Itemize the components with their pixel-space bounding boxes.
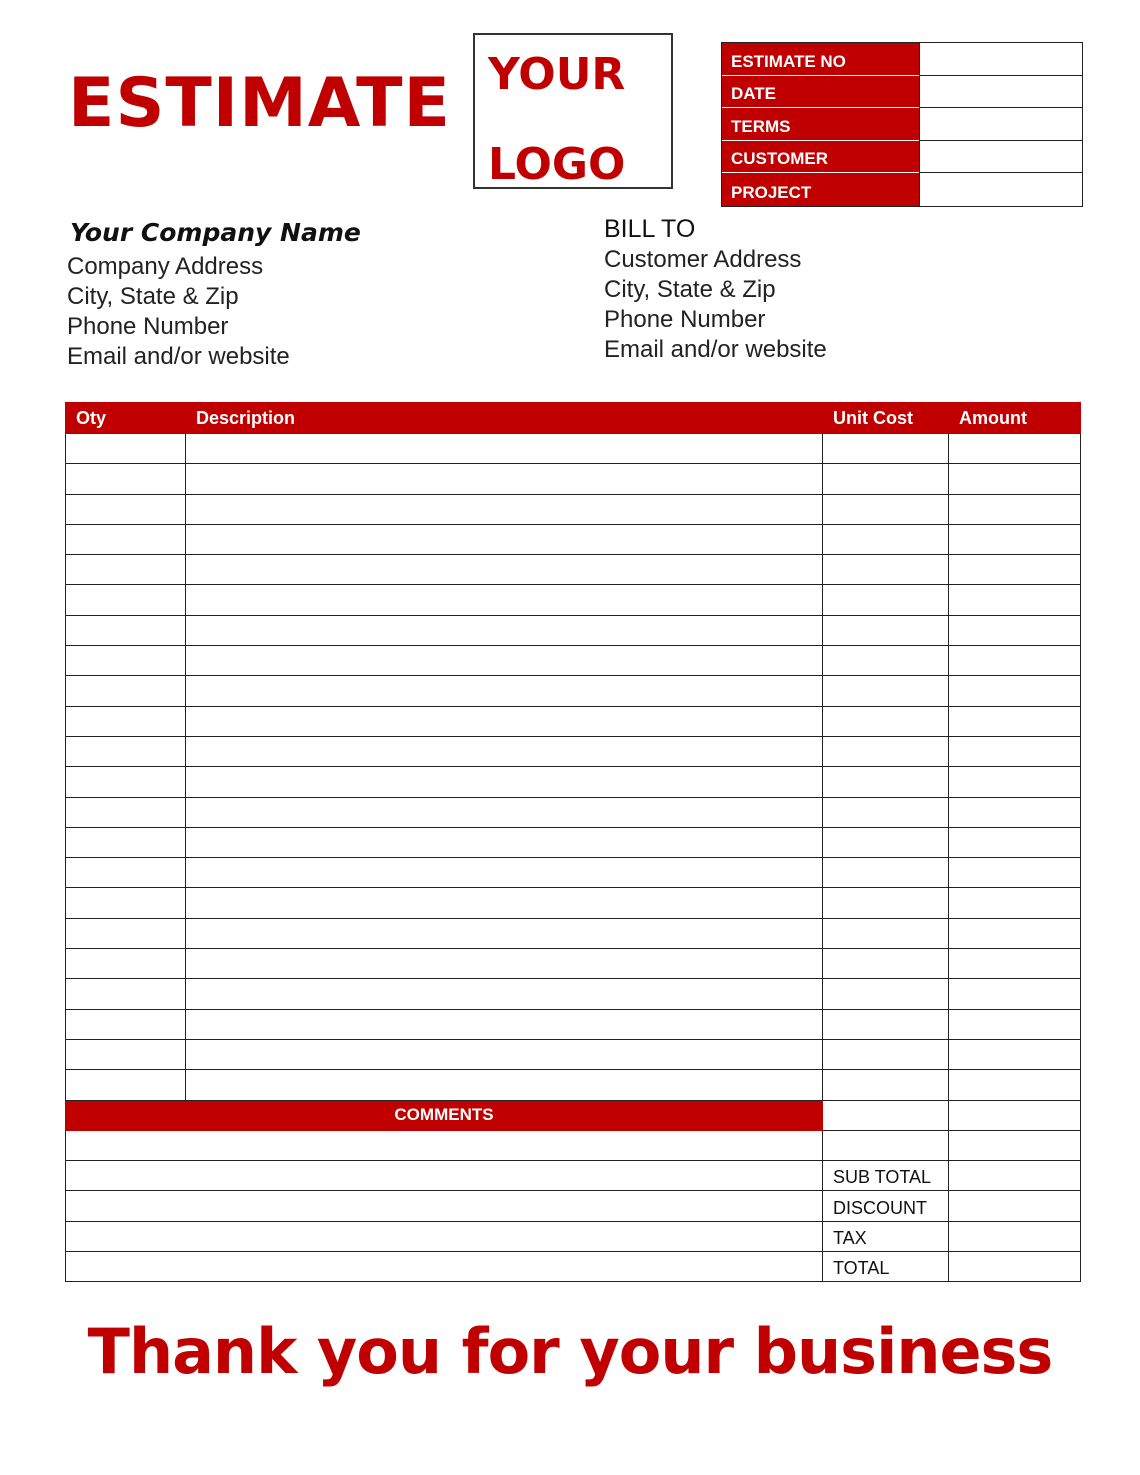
description-cell[interactable] bbox=[186, 827, 823, 857]
comments-line[interactable] bbox=[66, 1252, 823, 1282]
description-cell[interactable] bbox=[186, 1070, 823, 1100]
qty-cell[interactable] bbox=[66, 918, 186, 948]
company-phone: Phone Number bbox=[67, 313, 229, 340]
description-cell[interactable] bbox=[186, 888, 823, 918]
qty-cell[interactable] bbox=[66, 676, 186, 706]
description-header: Description bbox=[186, 403, 823, 434]
qty-cell[interactable] bbox=[66, 949, 186, 979]
qty-header: Oty bbox=[66, 403, 186, 434]
tax-value[interactable] bbox=[949, 1221, 1081, 1251]
qty-cell[interactable] bbox=[66, 615, 186, 645]
description-cell[interactable] bbox=[186, 918, 823, 948]
company-name: Your Company Name bbox=[70, 218, 361, 247]
date-field[interactable] bbox=[919, 76, 1082, 109]
logo-text-line2: LOGO bbox=[488, 139, 626, 190]
amount-cell[interactable] bbox=[949, 585, 1081, 615]
table-row bbox=[66, 555, 1081, 585]
unit-cost-cell[interactable] bbox=[823, 797, 949, 827]
unit-cost-cell[interactable] bbox=[823, 736, 949, 766]
amount-cell[interactable] bbox=[949, 1100, 1081, 1130]
qty-cell[interactable] bbox=[66, 494, 186, 524]
amount-cell[interactable] bbox=[949, 858, 1081, 888]
description-cell[interactable] bbox=[186, 524, 823, 554]
discount-row bbox=[66, 1191, 1081, 1221]
amount-cell[interactable] bbox=[949, 706, 1081, 736]
discount-value[interactable] bbox=[949, 1191, 1081, 1221]
table-row bbox=[66, 949, 1081, 979]
qty-cell[interactable] bbox=[66, 646, 186, 676]
description-cell[interactable] bbox=[186, 494, 823, 524]
unit-cost-cell[interactable] bbox=[823, 949, 949, 979]
bill-to-address-block bbox=[604, 245, 827, 365]
qty-cell[interactable] bbox=[66, 827, 186, 857]
terms-label: TERMS bbox=[722, 108, 919, 141]
comments-line[interactable] bbox=[66, 1161, 823, 1191]
table-row bbox=[66, 979, 1081, 1009]
description-cell[interactable] bbox=[186, 706, 823, 736]
amount-cell[interactable] bbox=[949, 1130, 1081, 1160]
total-value[interactable] bbox=[949, 1252, 1081, 1282]
terms-field[interactable] bbox=[919, 108, 1082, 141]
document-title: ESTIMATE bbox=[68, 64, 451, 143]
comments-header: COMMENTS bbox=[66, 1100, 823, 1130]
description-cell[interactable] bbox=[186, 858, 823, 888]
company-address: Company Address bbox=[67, 253, 264, 280]
customer-address: Customer Address bbox=[604, 246, 802, 273]
unit-cost-cell[interactable] bbox=[823, 676, 949, 706]
amount-cell[interactable] bbox=[949, 1009, 1081, 1039]
table-row bbox=[66, 646, 1081, 676]
comments-line[interactable] bbox=[66, 1191, 823, 1221]
amount-cell[interactable] bbox=[949, 555, 1081, 585]
qty-cell[interactable] bbox=[66, 858, 186, 888]
qty-cell[interactable] bbox=[66, 464, 186, 494]
qty-cell[interactable] bbox=[66, 524, 186, 554]
qty-cell[interactable] bbox=[66, 434, 186, 464]
unit-cost-cell[interactable] bbox=[823, 827, 949, 857]
table-row bbox=[66, 464, 1081, 494]
description-cell[interactable] bbox=[186, 979, 823, 1009]
estimate-no-field[interactable] bbox=[919, 43, 1082, 76]
unit-cost-cell[interactable] bbox=[823, 585, 949, 615]
table-row bbox=[66, 858, 1081, 888]
subtotal-row bbox=[66, 1161, 1081, 1191]
table-row bbox=[66, 827, 1081, 857]
company-web: Email and/or website bbox=[67, 343, 290, 370]
amount-cell[interactable] bbox=[949, 646, 1081, 676]
table-row bbox=[66, 706, 1081, 736]
amount-cell[interactable] bbox=[949, 767, 1081, 797]
amount-cell[interactable] bbox=[949, 979, 1081, 1009]
amount-cell[interactable] bbox=[949, 494, 1081, 524]
tax-row bbox=[66, 1221, 1081, 1251]
unit-cost-cell[interactable] bbox=[823, 767, 949, 797]
table-row bbox=[66, 494, 1081, 524]
amount-cell[interactable] bbox=[949, 1070, 1081, 1100]
unit-cost-cell[interactable] bbox=[823, 706, 949, 736]
description-cell[interactable] bbox=[186, 1039, 823, 1069]
amount-cell[interactable] bbox=[949, 676, 1081, 706]
comments-row bbox=[66, 1130, 1081, 1160]
description-cell[interactable] bbox=[186, 949, 823, 979]
unit-cost-cell[interactable] bbox=[823, 464, 949, 494]
total-row bbox=[66, 1252, 1081, 1282]
qty-cell[interactable] bbox=[66, 767, 186, 797]
amount-cell[interactable] bbox=[949, 615, 1081, 645]
qty-cell[interactable] bbox=[66, 1009, 186, 1039]
table-row bbox=[66, 736, 1081, 766]
company-address-block bbox=[67, 252, 290, 372]
qty-cell[interactable] bbox=[66, 797, 186, 827]
table-row bbox=[66, 918, 1081, 948]
table-row bbox=[66, 797, 1081, 827]
qty-cell[interactable] bbox=[66, 585, 186, 615]
description-cell[interactable] bbox=[186, 615, 823, 645]
description-cell[interactable] bbox=[186, 767, 823, 797]
unit-cost-cell[interactable] bbox=[823, 555, 949, 585]
company-city: City, State & Zip bbox=[67, 283, 239, 310]
thank-you-message: Thank you for your business bbox=[87, 1315, 1053, 1388]
customer-label: CUSTOMER bbox=[722, 141, 919, 174]
unit-cost-cell[interactable] bbox=[823, 918, 949, 948]
table-row bbox=[66, 1070, 1081, 1100]
customer-web: Email and/or website bbox=[604, 336, 827, 363]
amount-header: Amount bbox=[949, 403, 1081, 434]
project-field[interactable] bbox=[919, 173, 1082, 206]
table-row bbox=[66, 615, 1081, 645]
customer-phone: Phone Number bbox=[604, 306, 766, 333]
table-row bbox=[66, 1039, 1081, 1069]
unit-cost-cell[interactable] bbox=[823, 888, 949, 918]
tax-label: TAX bbox=[823, 1221, 949, 1251]
unit-cost-cell[interactable] bbox=[823, 1039, 949, 1069]
qty-cell[interactable] bbox=[66, 979, 186, 1009]
unit-cost-cell[interactable] bbox=[823, 434, 949, 464]
unit-cost-cell[interactable] bbox=[823, 1070, 949, 1100]
unit-cost-cell[interactable] bbox=[823, 524, 949, 554]
description-cell[interactable] bbox=[186, 646, 823, 676]
amount-cell[interactable] bbox=[949, 524, 1081, 554]
qty-cell[interactable] bbox=[66, 555, 186, 585]
amount-cell[interactable] bbox=[949, 464, 1081, 494]
description-cell[interactable] bbox=[186, 797, 823, 827]
total-label: TOTAL bbox=[823, 1252, 949, 1282]
description-cell[interactable] bbox=[186, 464, 823, 494]
description-cell[interactable] bbox=[186, 434, 823, 464]
table-row bbox=[66, 434, 1081, 464]
table-header-row bbox=[66, 403, 1081, 434]
unit-cost-cell[interactable] bbox=[823, 858, 949, 888]
comments-header-row bbox=[66, 1100, 1081, 1130]
estimate-no-label: ESTIMATE NO bbox=[722, 43, 919, 76]
description-cell[interactable] bbox=[186, 585, 823, 615]
description-cell[interactable] bbox=[186, 736, 823, 766]
unit-cost-cell[interactable] bbox=[823, 1130, 949, 1160]
description-cell[interactable] bbox=[186, 555, 823, 585]
unit-cost-cell[interactable] bbox=[823, 979, 949, 1009]
qty-cell[interactable] bbox=[66, 888, 186, 918]
subtotal-value[interactable] bbox=[949, 1161, 1081, 1191]
unit-cost-cell[interactable] bbox=[823, 646, 949, 676]
customer-field[interactable] bbox=[919, 141, 1082, 174]
customer-city: City, State & Zip bbox=[604, 276, 776, 303]
amount-cell[interactable] bbox=[949, 949, 1081, 979]
logo-text-line1: YOUR bbox=[488, 49, 626, 100]
table-row bbox=[66, 585, 1081, 615]
table-row bbox=[66, 1009, 1081, 1039]
amount-cell[interactable] bbox=[949, 434, 1081, 464]
table-row bbox=[66, 767, 1081, 797]
subtotal-label: SUB TOTAL bbox=[823, 1161, 949, 1191]
qty-cell[interactable] bbox=[66, 736, 186, 766]
comments-line[interactable] bbox=[66, 1130, 823, 1160]
amount-cell[interactable] bbox=[949, 918, 1081, 948]
unit-cost-cell[interactable] bbox=[823, 1009, 949, 1039]
comments-line[interactable] bbox=[66, 1221, 823, 1251]
amount-cell[interactable] bbox=[949, 827, 1081, 857]
amount-cell[interactable] bbox=[949, 1039, 1081, 1069]
unit-cost-cell[interactable] bbox=[823, 494, 949, 524]
line-items-table bbox=[65, 402, 1080, 1312]
unit-cost-cell[interactable] bbox=[823, 1100, 949, 1130]
project-label: PROJECT bbox=[722, 173, 919, 206]
logo-placeholder bbox=[473, 33, 673, 189]
discount-label: DISCOUNT bbox=[823, 1191, 949, 1221]
unit-cost-header: Unit Cost bbox=[823, 403, 949, 434]
table-row bbox=[66, 888, 1081, 918]
bill-to-heading: BILL TO bbox=[604, 215, 696, 243]
estimate-info-table bbox=[721, 42, 1083, 207]
amount-cell[interactable] bbox=[949, 888, 1081, 918]
description-cell[interactable] bbox=[186, 676, 823, 706]
amount-cell[interactable] bbox=[949, 797, 1081, 827]
unit-cost-cell[interactable] bbox=[823, 615, 949, 645]
qty-cell[interactable] bbox=[66, 706, 186, 736]
qty-cell[interactable] bbox=[66, 1039, 186, 1069]
qty-cell[interactable] bbox=[66, 1070, 186, 1100]
description-cell[interactable] bbox=[186, 1009, 823, 1039]
table-row bbox=[66, 676, 1081, 706]
table-row bbox=[66, 524, 1081, 554]
amount-cell[interactable] bbox=[949, 736, 1081, 766]
date-label: DATE bbox=[722, 76, 919, 109]
